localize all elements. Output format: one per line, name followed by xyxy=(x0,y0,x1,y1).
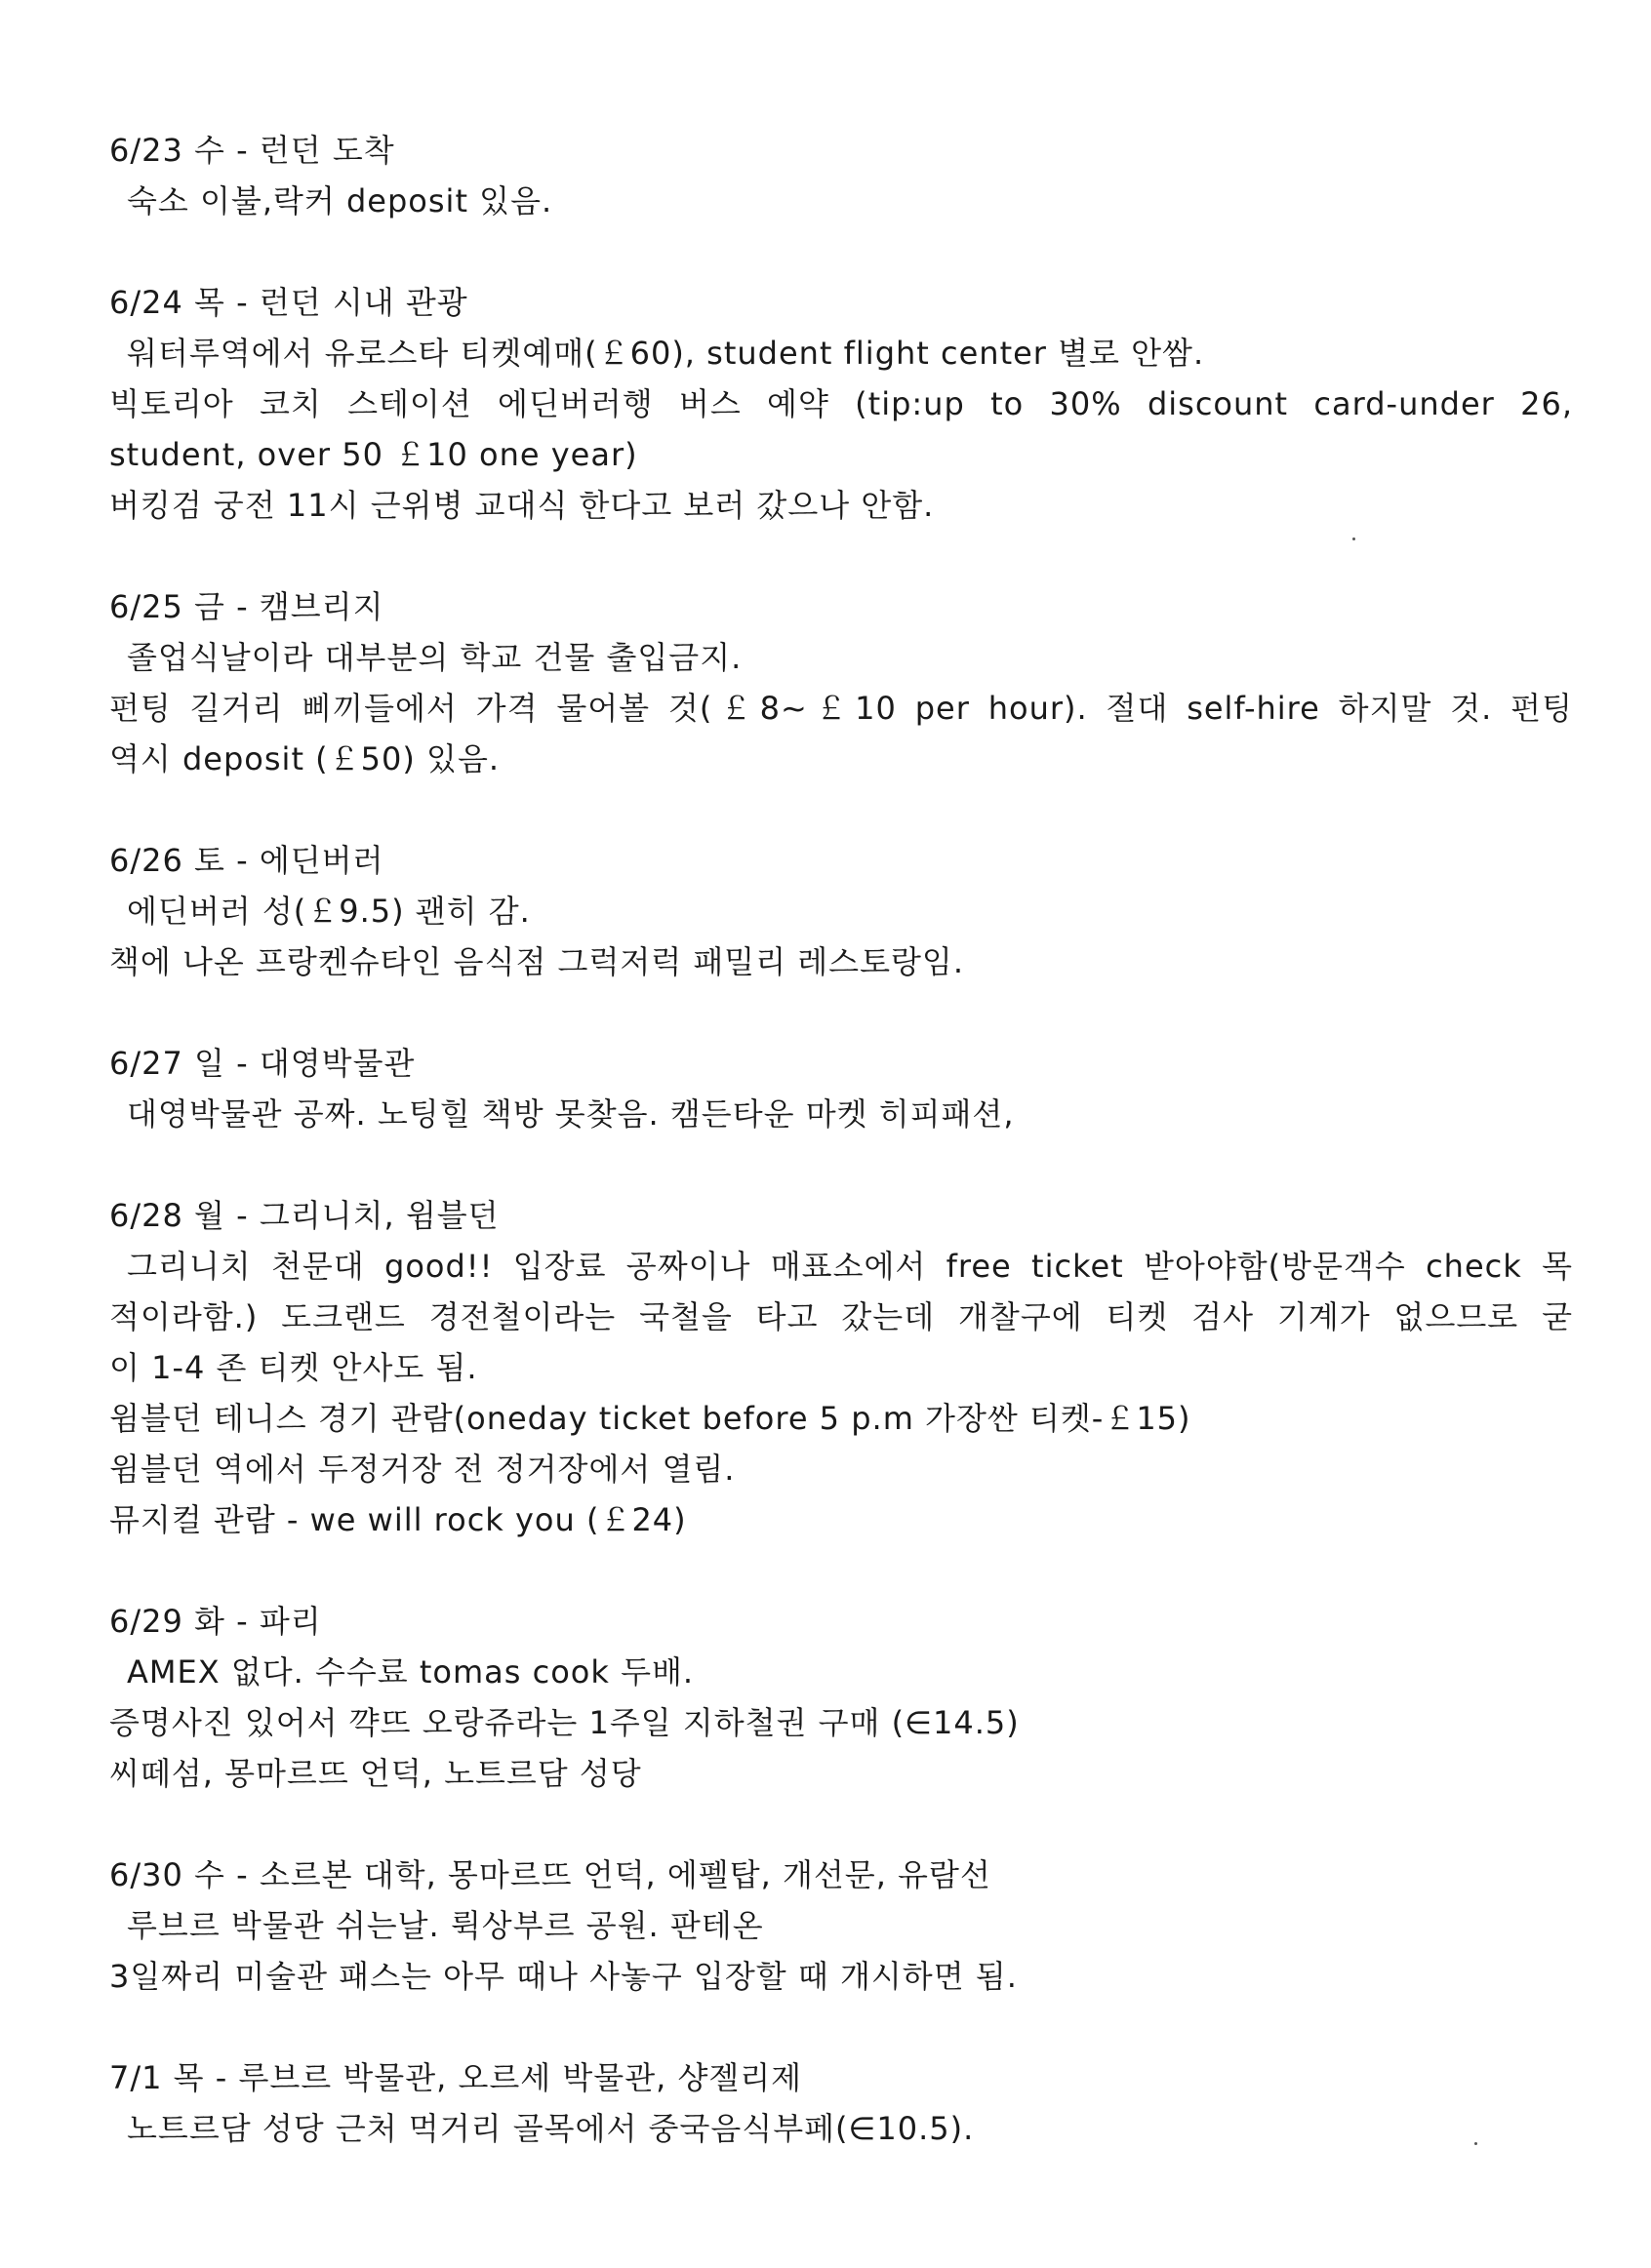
journal-entry xyxy=(109,1850,1573,2002)
entry-note-line: student, over 50 ￡10 one year) xyxy=(109,436,638,473)
entry-note-line: 버킹검 궁전 11시 근위병 교대식 한다고 보러 갔으나 안함. xyxy=(109,487,935,524)
entry-heading: 6/25 금 - 캠브리지 xyxy=(109,588,384,625)
entry-note-line: 졸업식날이라 대부분의 학교 건물 출입금지. xyxy=(127,639,743,676)
entry-heading: 6/26 토 - 에딘버러 xyxy=(109,842,384,879)
entry-note-line: 숙소 이불,락커 deposit 있음. xyxy=(127,182,553,219)
entry-note-line: 윔블던 역에서 두정거장 전 정거장에서 열림. xyxy=(109,1451,736,1488)
journal-entry xyxy=(109,835,1573,987)
entry-heading: 6/24 목 - 런던 시내 관광 xyxy=(109,284,468,321)
entry-note-line: 빅토리아 코치 스테이션 에딘버러행 버스 예약 (tip:up to 30% discount card-under 26, xyxy=(109,385,1573,422)
journal-entry xyxy=(109,581,1573,784)
scan-speck xyxy=(1352,537,1355,540)
entry-note-line: 루브르 박물관 쉬는날. 뤽상부르 공원. 판테온 xyxy=(127,1907,764,1944)
journal-entry xyxy=(109,125,1573,226)
entry-note-line: 대영박물관 공짜. 노팅힐 책방 못찾음. 캠든타운 마켓 히피패션, xyxy=(127,1095,1015,1133)
entry-note-line: 역시 deposit (￡50) 있음. xyxy=(109,740,501,777)
entry-heading: 7/1 목 - 루브르 박물관, 오르세 박물관, 샹젤리제 xyxy=(109,2059,803,2096)
entry-note-line: 책에 나온 프랑켄슈타인 음식점 그럭저럭 패밀리 레스토랑임. xyxy=(109,943,965,980)
entry-note-line: AMEX 없다. 수수료 tomas cook 두배. xyxy=(127,1653,695,1691)
entry-heading: 6/23 수 - 런던 도착 xyxy=(109,132,395,169)
entry-note-line: 증명사진 있어서 꺅뜨 오랑쥬라는 1주일 지하철권 구매 (∈14.5) xyxy=(109,1704,1020,1741)
entry-heading: 6/28 월 - 그리니치, 윔블던 xyxy=(109,1197,500,1234)
entry-note-line: 에딘버러 성(￡9.5) 괜히 감. xyxy=(127,893,531,930)
entry-note-line: 적이라함.) 도크랜드 경전철이라는 국철을 타고 갔는데 개찰구에 티켓 검사 기계가 없으므로 굳 xyxy=(109,1298,1573,1335)
entry-heading: 6/27 일 - 대영박물관 xyxy=(109,1045,416,1082)
journal-entry xyxy=(109,2052,1573,2154)
scan-speck xyxy=(1474,2142,1477,2145)
journal-entry xyxy=(109,1596,1573,1799)
entry-note-line: 노트르담 성당 근처 먹거리 골목에서 중국음식부페(∈10.5). xyxy=(127,2110,975,2147)
entry-note-line: 씨떼섬, 몽마르뜨 언덕, 노트르담 성당 xyxy=(109,1755,642,1792)
entry-note-line: 이 1-4 존 티켓 안사도 됨. xyxy=(109,1349,478,1386)
travel-journal xyxy=(109,125,1573,2205)
entry-note-line: 3일짜리 미술관 패스는 아무 때나 사놓구 입장할 때 개시하면 됨. xyxy=(109,1958,1018,1995)
journal-entry xyxy=(109,277,1573,531)
entry-note-line: 그리니치 천문대 good!! 입장료 공짜이나 매표소에서 free ticket 받아야함(방문객수 check 목 xyxy=(127,1248,1573,1285)
entry-heading: 6/30 수 - 소르본 대학, 몽마르뜨 언덕, 에펠탑, 개선문, 유람선 xyxy=(109,1856,991,1893)
journal-entry xyxy=(109,1190,1573,1545)
entry-note-line: 윔블던 테니스 경기 관람(oneday ticket before 5 p.m 가장싼 티켓-￡15) xyxy=(109,1400,1191,1437)
entry-note-line: 워터루역에서 유로스타 티켓예매(￡60), student flight center 별로 안쌈. xyxy=(127,335,1205,372)
entry-note-line: 뮤지컬 관람 - we will rock you (￡24) xyxy=(109,1501,687,1538)
entry-heading: 6/29 화 - 파리 xyxy=(109,1603,322,1640)
entry-note-line: 펀팅 길거리 삐끼들에서 가격 물어볼 것(￡8~￡10 per hour). 절대 self-hire 하지말 것. 펀팅 xyxy=(109,690,1573,727)
journal-entry xyxy=(109,1038,1573,1139)
